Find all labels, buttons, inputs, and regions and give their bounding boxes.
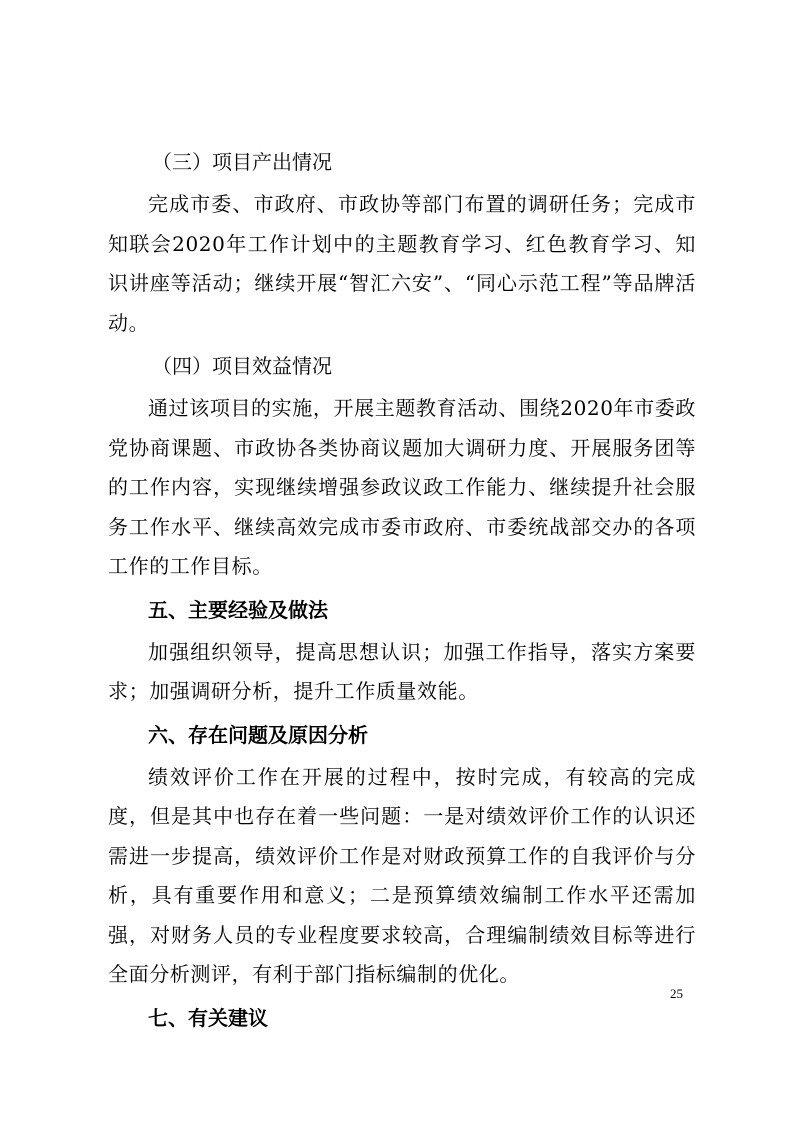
paragraph-experience: 加强组织领导，提高思想认识；加强工作指导，落实方案要求；加强调研分析，提升工作质量效能。 bbox=[108, 639, 696, 703]
section-heading-project-output: （三）项目产出情况 bbox=[152, 150, 332, 174]
section-heading-experience: 五、主要经验及做法 bbox=[148, 597, 328, 622]
page-number: 25 bbox=[670, 986, 683, 1001]
paragraph-problems: 绩效评价工作在开展的过程中，按时完成，有较高的完成度，但是其中也存在着一些问题：一是对绩效评价工作的认识还需进一步提高，绩效评价工作是对财政预算工作的自我评价与分析，具有重要作用和意义；二是预算绩效编制工作水平还需加强，对财务人员的专业程度要求较高，合理编制绩效目标等进行全面分析测评，有利于部门指标编制的优化。 bbox=[108, 764, 696, 986]
section-heading-project-benefit: （四）项目效益情况 bbox=[152, 354, 332, 378]
paragraph-project-output: 完成市委、市政府、市政协等部门布置的调研任务；完成市知联会2020年工作计划中的主题教育学习、红色教育学习、知识讲座等活动；继续开展“智汇六安”、“同心示范工程”等品牌活动。 bbox=[108, 192, 696, 335]
paragraph-project-benefit: 通过该项目的实施，开展主题教育活动、围绕2020年市委政党协商课题、市政协各类协商议题加大调研力度、开展服务团等的工作内容，实现继续增强参政议政工作能力、继续提升社会服务工作水平、继续高效完成市委市政府、市委统战部交办的各项工作的工作目标。 bbox=[108, 396, 696, 578]
section-heading-suggestions: 七、有关建议 bbox=[148, 1005, 268, 1030]
document-body bbox=[108, 145, 696, 1041]
section-heading-problems: 六、存在问题及原因分析 bbox=[148, 722, 368, 747]
